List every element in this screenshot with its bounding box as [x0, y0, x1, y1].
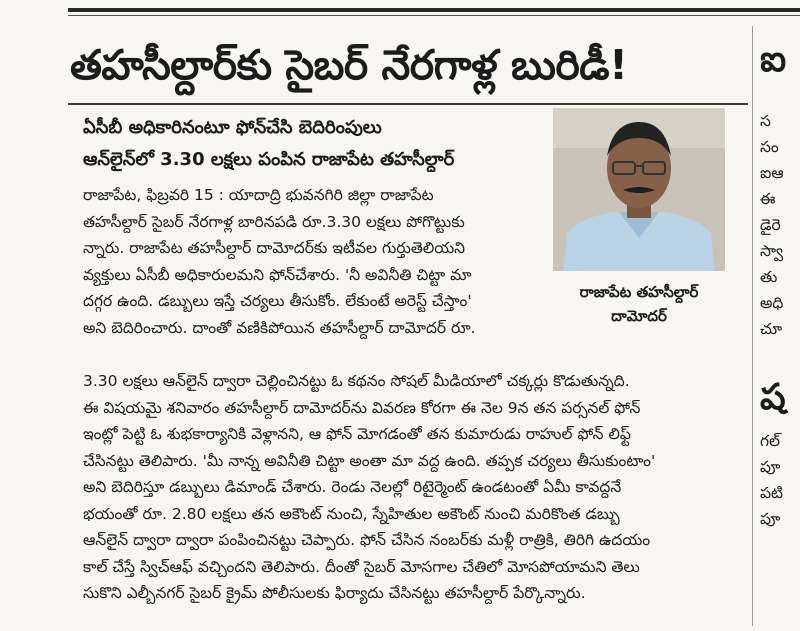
- adjacent-line: అధి: [760, 294, 784, 312]
- photo-caption: [553, 280, 725, 328]
- body-line: 3.30 లక్షలు ఆన్‌లైన్ ద్వారా చెల్లించినట్టు ఓ కథనం సోషల్ మీడియాలో చక్కర్లు కొడుతున్నది.: [83, 372, 630, 390]
- headline-rule: [68, 103, 748, 105]
- body-line: చేసినట్టు తెలిపారు. 'మీ నాన్న అవినీతి చిట్టా అంతా మా వద్ద ఉంది. తప్పక చర్యలు తీసుకుంటాం': [83, 451, 656, 470]
- body-line: న్నారు. రాజాపేట తహసీల్దార్ దామోదర్‌కు ఇటీవల గుర్తుతెలియని: [83, 239, 466, 257]
- portrait-photo: [553, 108, 725, 271]
- top-rule-thin: [68, 15, 800, 16]
- subheading-1: ఏసీబీ అధికారినంటూ ఫోన్‌చేసి బెదిరింపులు: [83, 117, 382, 138]
- adjacent-line: స్వా: [760, 242, 784, 260]
- adjacent-line: స: [760, 112, 771, 130]
- adjacent-line: ఈ: [760, 190, 776, 208]
- adjacent-line: డైరె: [760, 216, 781, 234]
- headline: తహసీల్దార్‌కు సైబర్ నేరగాళ్ల బురిడీ!: [70, 41, 628, 89]
- body-line: సుకొని ఎల్బీనగర్ సైబర్ క్రైమ్ పోలీసులకు ఫిర్యాదు చేసినట్టు తహసీల్దార్ పేర్కొన్నారు.: [83, 584, 586, 602]
- adjacent-line: పూ: [760, 510, 781, 528]
- adjacent-headline-2: ష: [760, 377, 786, 418]
- body-line: భయంతో రూ. 2.80 లక్షలు తన అకౌంట్ నుంచి, స్నేహితుల అకౌంట్ నుంచి మరికొంత డబ్బు: [83, 504, 620, 523]
- adjacent-line: ఐఆ: [760, 164, 784, 182]
- body-line: ఈ విషయమై శనివారం తహసీల్దార్ దామోదర్‌ను వివరణ కోరగా ఈ నెల 9న తన పర్సనల్ ఫోన్: [83, 398, 641, 417]
- adjacent-column: [760, 30, 800, 532]
- subheading-2: ఆన్‌లైన్‌లో 3.30 లక్షలు పంపిన రాజాపేట తహసీల్దార్: [83, 149, 455, 170]
- body-line: అని బెదిరిస్తూ డబ్బులు డిమాండ్ చేశారు. రెండు నెలల్లో రిటైర్మెంట్ ఉండటంతో ఏమీ కావద్దనే: [83, 478, 622, 496]
- adjacent-headline-1: ఐ: [760, 39, 787, 80]
- body-line: కాల్ చేస్తే స్విచ్‌ఆఫ్ వచ్చిందని తెలిపారు. దీంతో సైబర్ మోసగాల చేతిలో మోసపోయామని తెలు: [83, 557, 640, 576]
- article-body-wide: [83, 368, 738, 607]
- body-line: ఆన్‌లైన్ ద్వారా ద్వారా పంపించినట్టు చెప్పారు. ఫోన్ చేసిన నంబర్‌కు మళ్లీ రాత్రికి, తిరిగి ఉదయం: [83, 531, 651, 549]
- adjacent-line: తు: [760, 268, 778, 286]
- column-divider: [752, 26, 753, 626]
- caption-line-2: దామోదర్: [611, 307, 667, 325]
- article-body-narrow: [83, 182, 545, 341]
- adjacent-line: పూ: [760, 458, 781, 476]
- adjacent-line: చూ: [760, 320, 783, 338]
- adjacent-line: సం: [760, 138, 779, 156]
- body-line: ఇంట్లో పెట్టి ఓ శుభకార్యానికి వెళ్లానని, ఆ ఫోన్ మోగడంతో తన కుమారుడు రాహుల్ ఫోన్ లిఫ్ట్: [83, 425, 631, 443]
- body-line: అని బెదిరించారు. దాంతో వణికిపోయిన తహసీల్దార్ దామోదర్ రూ.: [83, 318, 476, 337]
- body-line: వ్యక్తులు ఏసీబీ అధికారులమని ఫోన్‌చేశారు. 'నీ అవినీతి చిట్టా మా: [83, 265, 472, 284]
- adjacent-line: పటి: [760, 484, 783, 502]
- adjacent-line: గల్: [760, 432, 781, 450]
- body-line: తహసీల్దార్ సైబర్ నేరగాళ్ల బారినపడి రూ.3.30 లక్షలు పోగొట్టుకు: [83, 212, 465, 231]
- body-line: దగ్గర ఉంది. డబ్బులు ఇస్తే చర్యలు తీసుకోం. లేకుంటే అరెస్ట్ చేస్తాం': [83, 292, 472, 310]
- portrait-illustration: [553, 108, 725, 271]
- top-rule: [68, 8, 800, 12]
- caption-line-1: రాజాపేట తహసీల్దార్: [579, 283, 699, 301]
- body-line: రాజాపేట, ఫిబ్రవరి 15 : యాదాద్రి భువనగిరి జిల్లా రాజాపేట: [83, 186, 434, 204]
